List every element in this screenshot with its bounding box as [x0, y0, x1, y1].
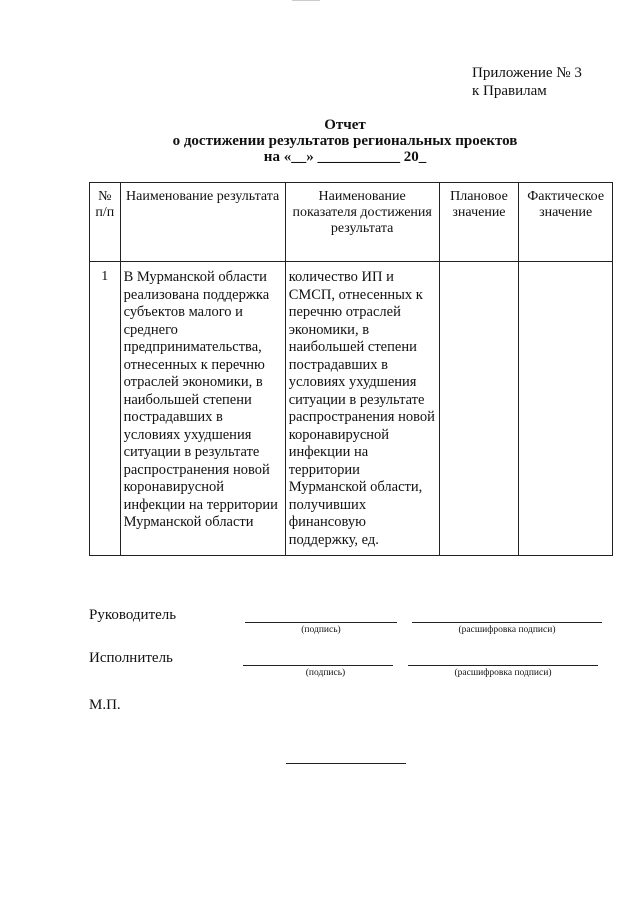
appendix-block: [472, 64, 582, 100]
row-number: 1: [90, 262, 121, 556]
executor-decode-line: [408, 665, 598, 666]
stamp-label: М.П.: [89, 697, 121, 713]
head-signature-caption: (подпись): [301, 625, 341, 635]
head-signature-line: [245, 622, 397, 623]
header-number: № п/п: [90, 183, 121, 262]
title-line-1: Отчет: [324, 117, 366, 133]
table-row: [90, 262, 613, 556]
head-decode-line: [412, 622, 602, 623]
table-header-row: [90, 183, 613, 262]
row-planned-value: [439, 262, 519, 556]
head-label: Руководитель: [89, 607, 177, 623]
appendix-line-2: к Правилам: [472, 83, 547, 99]
header-result-name: Наименование результата: [120, 183, 285, 262]
appendix-line-1: Приложение № 3: [472, 65, 582, 81]
title-line-2: о достижении результатов региональных проектов: [172, 133, 518, 149]
row-result: В Мурманской области реализована поддержка субъектов малого и среднего предпринимательства, отнесенных к перечню отраслей экономики, в наибольшей степени пострадавших в условиях ухудшения ситуации в результате распространения новой коронавирусной инфекции на территории Мурманской области: [120, 262, 285, 556]
executor-decode-caption: (расшифровка подписи): [454, 668, 552, 678]
top-mark: [292, 0, 320, 3]
bottom-separator: [286, 763, 406, 764]
executor-signature-caption: (подпись): [305, 668, 346, 678]
header-actual-value: Фактическое значение: [519, 183, 613, 262]
report-table: [89, 182, 613, 556]
head-decode-caption: (расшифровка подписи): [458, 625, 556, 635]
header-planned-value: Плановое значение: [439, 183, 519, 262]
executor-label: Исполнитель: [89, 650, 173, 666]
row-actual-value: [519, 262, 613, 556]
executor-signature-line: [243, 665, 393, 666]
header-indicator-name: Наименование показателя достижения результата: [285, 183, 439, 262]
title-line-3: на «__» ___________ 20_: [263, 149, 427, 165]
row-indicator: количество ИП и СМСП, отнесенных к перечню отраслей экономики, в наибольшей степени пострадавших в условиях ухудшения ситуации в результате распространения новой коронавирусной инфекции на территории Мурманской области, получивших финансовую поддержку, ед.: [285, 262, 439, 556]
report-title: [0, 117, 640, 165]
